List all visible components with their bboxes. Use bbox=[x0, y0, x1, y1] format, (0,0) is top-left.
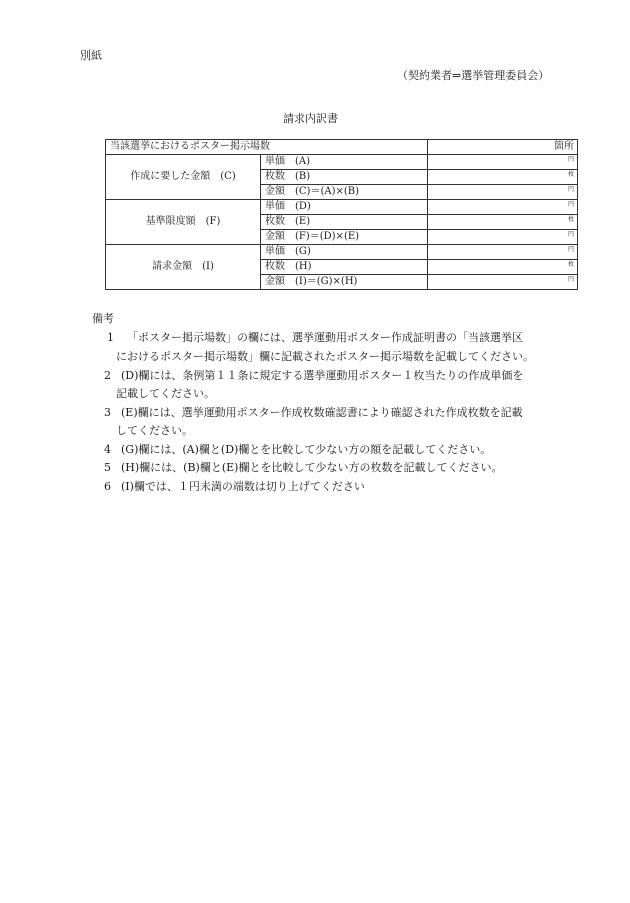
annex-label: 別紙 bbox=[80, 49, 102, 62]
note-line: 「ポスター掲示場数」の欄には、選挙運動用ポスター作成証明書の「当該選挙区 bbox=[127, 331, 523, 344]
row-label: 単価 (A) bbox=[261, 155, 428, 170]
row-unit: 枚 bbox=[428, 170, 578, 185]
note-number: 5 bbox=[104, 461, 111, 474]
row-label: 金額 (I)＝(G)×(H) bbox=[261, 275, 428, 290]
row-unit: 円 bbox=[428, 230, 578, 245]
row-label: 金額 (C)＝(A)×(B) bbox=[261, 185, 428, 200]
row-label: 枚数 (B) bbox=[261, 170, 428, 185]
note-line: 記載してください。 bbox=[116, 387, 215, 400]
note-number: 3 bbox=[104, 406, 111, 419]
poster-sites-unit: 箇所 bbox=[428, 140, 578, 155]
row-label: 金額 (F)＝(D)×(E) bbox=[261, 230, 428, 245]
row-unit: 円 bbox=[428, 155, 578, 170]
row-label: 枚数 (E) bbox=[261, 215, 428, 230]
row-unit: 円 bbox=[428, 275, 578, 290]
note-number: 1 bbox=[107, 331, 114, 344]
group-label-standard-limit: 基準限度額 (F) bbox=[106, 200, 261, 245]
table-row bbox=[106, 200, 578, 215]
row-unit: 円 bbox=[428, 245, 578, 260]
row-unit: 枚 bbox=[428, 260, 578, 275]
parties-label: （契約業者⇒選挙管理委員会） bbox=[397, 69, 550, 82]
note-number: 2 bbox=[104, 369, 111, 382]
note-line: (I)欄では、１円未満の端数は切り上げてください bbox=[121, 480, 365, 493]
row-label: 単価 (G) bbox=[261, 245, 428, 260]
row-unit: 円 bbox=[428, 185, 578, 200]
document-title: 請求内訳書 bbox=[283, 112, 338, 125]
table-row bbox=[106, 155, 578, 170]
note-line: してください。 bbox=[116, 424, 193, 437]
note-line: (D)欄には、条例第１１条に規定する選挙運動用ポスター１枚当たりの作成単価を bbox=[121, 369, 524, 382]
note-line: (E)欄には、選挙運動用ポスター作成枚数確認書により確認された作成枚数を記載 bbox=[121, 406, 523, 419]
poster-sites-label: 当該選挙におけるポスター掲示場数 bbox=[106, 140, 428, 155]
note-line: におけるポスター掲示場数」欄に記載されたポスター掲示場数を記載してください。 bbox=[116, 350, 534, 363]
notes-heading: 備考 bbox=[92, 312, 114, 325]
note-line: (G)欄には、(A)欄と(D)欄とを比較して少ない方の額を記載してください。 bbox=[121, 443, 492, 456]
group-label-claim-amount: 請求金額 (I) bbox=[106, 245, 261, 290]
row-unit: 枚 bbox=[428, 215, 578, 230]
table-row bbox=[106, 245, 578, 260]
invoice-breakdown-table bbox=[105, 139, 578, 290]
note-number: 4 bbox=[104, 443, 111, 456]
row-label: 単価 (D) bbox=[261, 200, 428, 215]
group-label-production-cost: 作成に要した金額 (C) bbox=[106, 155, 261, 200]
table-header-row bbox=[106, 140, 578, 155]
note-number: 6 bbox=[104, 480, 111, 493]
row-label: 枚数 (H) bbox=[261, 260, 428, 275]
row-unit: 円 bbox=[428, 200, 578, 215]
note-line: (H)欄には、(B)欄と(E)欄とを比較して少ない方の枚数を記載してください。 bbox=[121, 461, 503, 474]
